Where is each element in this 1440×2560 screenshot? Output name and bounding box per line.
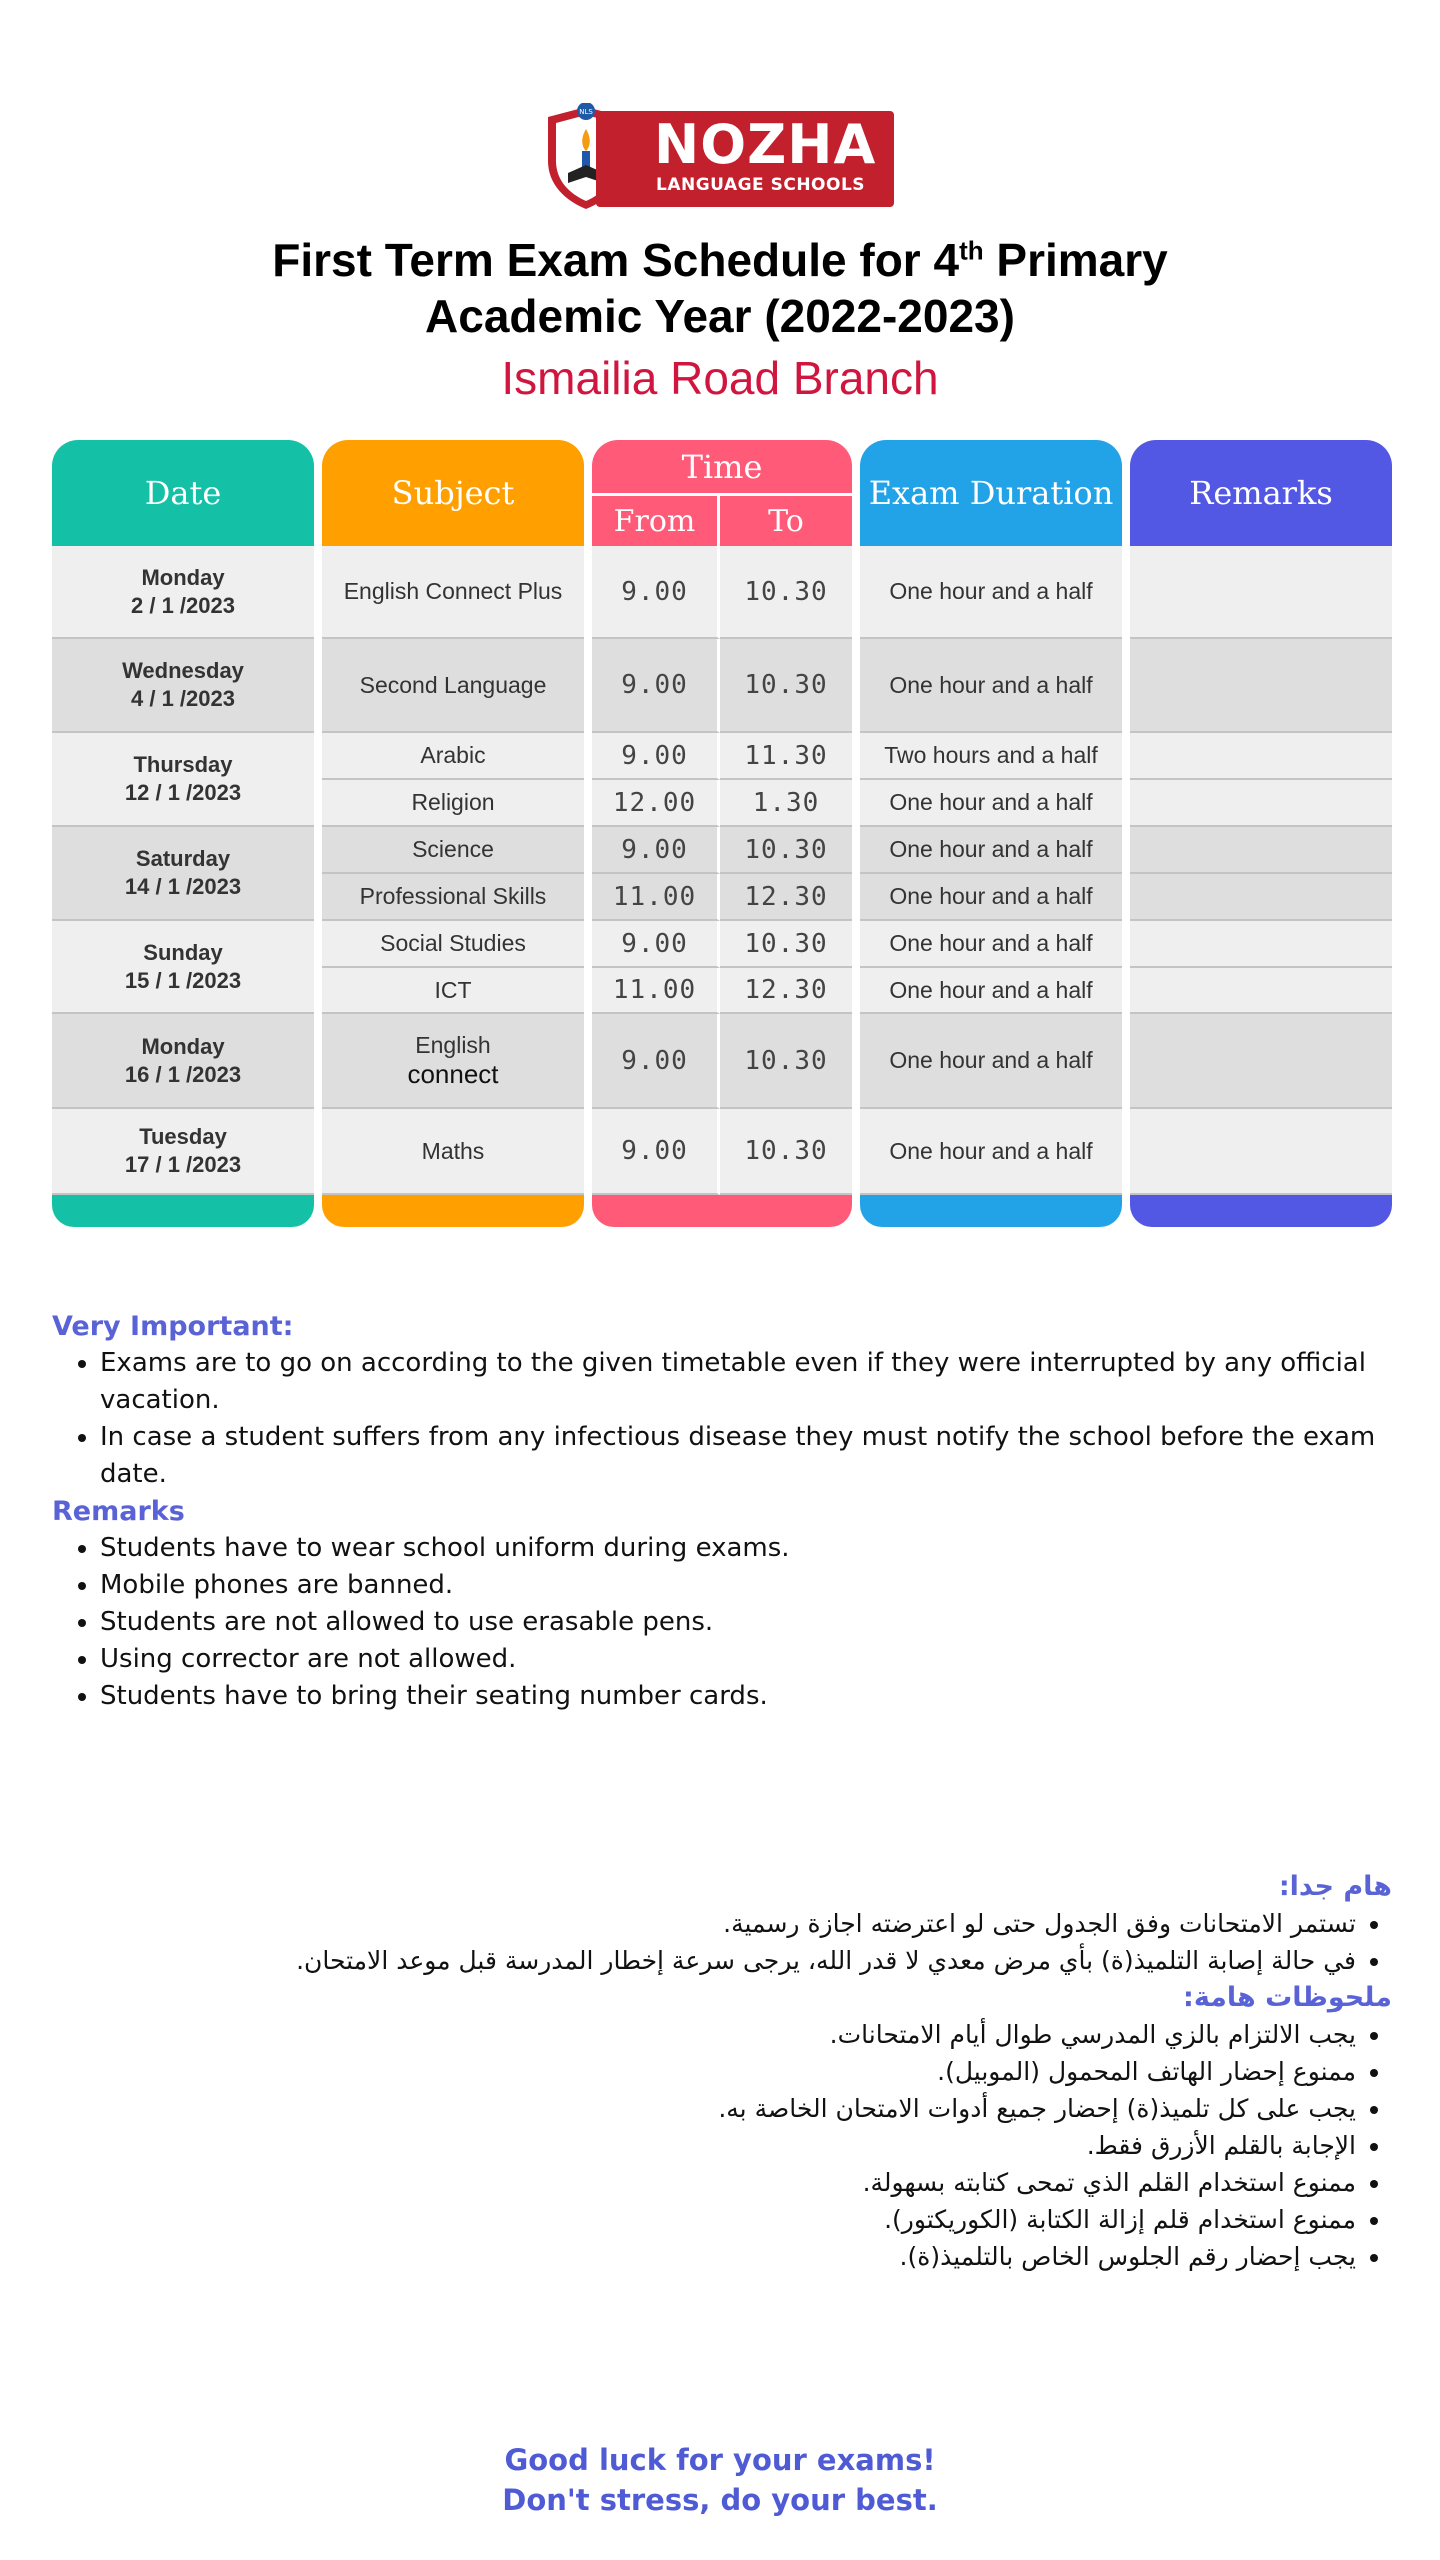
time-to-cell: 11.30 [720, 733, 852, 780]
day-name: Thursday [133, 752, 233, 777]
time-to-cell: 10.30 [720, 827, 852, 874]
subject-name: Science [412, 836, 494, 862]
page-title-line1 [0, 232, 1440, 288]
header-to: To [720, 496, 852, 546]
arabic-important-note: • في حالة إصابة التلميذ(ة) بأي مرض معدي لا قدر الله، يرجى سرعة إخطار المدرسة قبل موعد الامتحان. [52, 1942, 1356, 1979]
duration-cell: One hour and a half [860, 921, 1122, 968]
very-important-heading: Very Important: [52, 1311, 294, 1342]
day-date: 15 / 1 /2023 [124, 967, 242, 993]
footer-time-cap [592, 1195, 852, 1227]
footer-date-cap [52, 1195, 314, 1227]
remark-note: • Using corrector are not allowed. [100, 1641, 1392, 1678]
duration-cell: Two hours and a half [860, 733, 1122, 780]
subject-name: Professional Skills [359, 883, 547, 909]
remarks-cell [1130, 827, 1392, 874]
day-date: 2 / 1 /2023 [131, 592, 235, 618]
arabic-remark-note: • يجب على كل تلميذ(ة) إحضار جميع أدوات الامتحان الخاصة به. [52, 2090, 1356, 2127]
remark-note: • Students have to wear school uniform during exams. [100, 1530, 1392, 1567]
english-notes [52, 1308, 1392, 1715]
time-to-cell: 1.30 [720, 780, 852, 827]
time-from-cell: 9.00 [592, 827, 720, 874]
remarks-cell [1130, 874, 1392, 921]
remark-note: • Mobile phones are banned. [100, 1567, 1392, 1604]
important-note: • Exams are to go on according to the given timetable even if they were interrupted by any official vacation. [100, 1345, 1392, 1419]
logo-name: NOZHA [654, 113, 877, 176]
header-date: Date [52, 440, 314, 546]
subject-cell [322, 1014, 584, 1109]
remarks-cell [1130, 546, 1392, 639]
date-cell [52, 1014, 314, 1109]
duration-cell: One hour and a half [860, 546, 1122, 639]
header-time: Time [592, 440, 852, 496]
header-from: From [592, 496, 720, 546]
arabic-remark-note: • الإجابة بالقلم الأزرق فقط. [52, 2127, 1356, 2164]
arabic-remark-note: • ممنوع استخدام القلم الذي تمحى كتابته بسهولة. [52, 2164, 1356, 2201]
time-from-cell: 11.00 [592, 874, 720, 921]
subject-name: Second Language [359, 671, 547, 698]
remarks-cell [1130, 968, 1392, 1014]
arabic-remark-note: • يجب إحضار رقم الجلوس الخاص بالتلميذ(ة). [52, 2238, 1356, 2275]
remarks-cell [1130, 733, 1392, 780]
remarks-heading: Remarks [52, 1496, 185, 1527]
day-name: Sunday [143, 939, 223, 965]
date-cell [52, 921, 314, 1014]
remarks-cell [1130, 921, 1392, 968]
subject-name: Maths [421, 1137, 485, 1164]
time-from-cell: 9.00 [592, 733, 720, 780]
duration-cell: One hour and a half [860, 874, 1122, 921]
footer-remarks-cap [1130, 1195, 1392, 1227]
date-cell [52, 639, 314, 733]
page-title-line2: Academic Year (2022-2023) [425, 290, 1015, 342]
header-duration: Exam Duration [860, 440, 1122, 546]
time-from-cell: 9.00 [592, 639, 720, 733]
remarks-cell [1130, 1109, 1392, 1195]
subject-cell [322, 921, 584, 968]
footer-line2: Don't stress, do your best. [502, 2483, 938, 2517]
header-remarks: Remarks [1130, 440, 1392, 546]
remarks-cell [1130, 639, 1392, 733]
time-from-cell: 9.00 [592, 1109, 720, 1195]
remark-note: • Students are not allowed to use erasable pens. [100, 1604, 1392, 1641]
duration-cell: One hour and a half [860, 1014, 1122, 1109]
time-to-cell: 10.30 [720, 1109, 852, 1195]
time-from-cell: 12.00 [592, 780, 720, 827]
time-to-cell: 10.30 [720, 546, 852, 639]
subject-cell [322, 546, 584, 639]
time-to-cell: 10.30 [720, 921, 852, 968]
subject-name-line2: connect [407, 1058, 499, 1089]
subject-cell [322, 733, 584, 780]
subject-name: ICT [434, 976, 472, 1003]
title-prefix: First Term Exam Schedule for 4 [272, 234, 960, 286]
time-from-cell: 9.00 [592, 921, 720, 968]
day-date: 16 / 1 /2023 [124, 1061, 242, 1087]
remark-note: • Students have to bring their seating number cards. [100, 1678, 1392, 1715]
time-from-cell: 11.00 [592, 968, 720, 1014]
arabic-remark-note: • ممنوع استخدام قلم إزالة الكتابة (الكوريكتور). [52, 2201, 1356, 2238]
time-to-cell: 12.30 [720, 968, 852, 1014]
subject-name: Arabic [420, 742, 486, 768]
date-cell [52, 546, 314, 639]
day-date: 12 / 1 /2023 [124, 780, 242, 805]
day-date: 4 / 1 /2023 [131, 686, 235, 711]
arabic-remark-note: • يجب الالتزام بالزي المدرسي طوال أيام الامتحانات. [52, 2016, 1356, 2053]
remarks-cell [1130, 1014, 1392, 1109]
time-from-cell: 9.00 [592, 1014, 720, 1109]
time-from-cell: 9.00 [592, 546, 720, 639]
arabic-important-note: • تستمر الامتحانات وفق الجدول حتى لو اعترضته اجازة رسمية. [52, 1905, 1356, 1942]
subject-name: Religion [411, 789, 495, 815]
subject-cell [322, 968, 584, 1014]
day-name: Monday [141, 1033, 225, 1059]
subject-cell [322, 639, 584, 733]
day-date: 14 / 1 /2023 [124, 874, 242, 899]
duration-cell: One hour and a half [860, 827, 1122, 874]
arabic-notes [52, 1868, 1392, 2275]
arabic-remarks-heading: ملحوظات هامة: [1183, 1982, 1392, 2013]
duration-cell: One hour and a half [860, 639, 1122, 733]
logo-badge-text: NLS [579, 108, 593, 116]
date-cell [52, 827, 314, 921]
day-name: Monday [141, 564, 225, 590]
date-cell [52, 733, 314, 827]
subject-cell [322, 874, 584, 921]
logo-subtitle: LANGUAGE SCHOOLS [656, 175, 866, 195]
duration-cell: One hour and a half [860, 968, 1122, 1014]
important-note: • In case a student suffers from any infectious disease they must notify the school before the exam date. [100, 1419, 1392, 1493]
header-subject: Subject [322, 440, 584, 546]
footer-duration-cap [860, 1195, 1122, 1227]
duration-cell: One hour and a half [860, 1109, 1122, 1195]
duration-cell: One hour and a half [860, 780, 1122, 827]
remarks-cell [1130, 780, 1392, 827]
title-sup: th [959, 235, 984, 266]
day-name: Saturday [135, 846, 231, 871]
footer-subject-cap [322, 1195, 584, 1227]
day-date: 17 / 1 /2023 [124, 1152, 242, 1177]
footer-line1: Good luck for your exams! [504, 2443, 936, 2477]
time-to-cell: 10.30 [720, 639, 852, 733]
subject-cell [322, 1109, 584, 1195]
subject-name: Social Studies [380, 930, 526, 956]
arabic-remark-note: • ممنوع إحضار الهاتف المحمول (الموبيل). [52, 2053, 1356, 2090]
subject-cell [322, 780, 584, 827]
time-to-cell: 10.30 [720, 1014, 852, 1109]
day-name: Wednesday [122, 658, 244, 683]
date-cell [52, 1109, 314, 1195]
subject-cell [322, 827, 584, 874]
day-name: Tuesday [139, 1124, 227, 1149]
school-logo [544, 103, 894, 211]
subject-name: English [415, 1031, 491, 1058]
title-suffix: Primary [983, 234, 1168, 286]
arabic-important-heading: هام جدا: [1278, 1871, 1392, 1902]
time-to-cell: 12.30 [720, 874, 852, 921]
branch-title: Ismailia Road Branch [501, 352, 939, 404]
subject-name: English Connect Plus [343, 578, 563, 604]
